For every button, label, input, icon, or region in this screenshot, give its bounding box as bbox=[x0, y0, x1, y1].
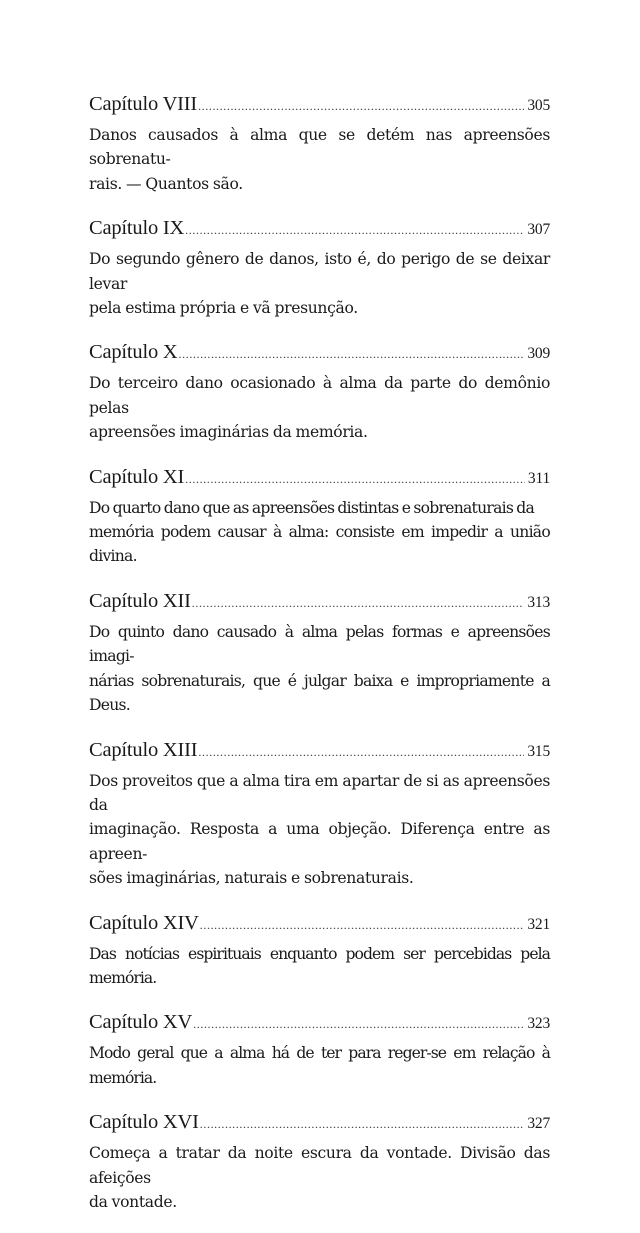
chapter-heading bbox=[89, 464, 550, 492]
toc-entry-chapter-9 bbox=[89, 215, 550, 320]
dot-leader bbox=[198, 93, 524, 119]
chapter-title: Capítulo XII bbox=[89, 589, 191, 612]
chapter-description bbox=[89, 769, 550, 891]
description-line: Danos causados à alma que se detém nas apreensões sobrenatu- bbox=[89, 126, 550, 169]
description-line: pela estima própria e vã presunção. bbox=[89, 299, 358, 318]
chapter-title: Capítulo X bbox=[89, 341, 178, 364]
toc-entry-chapter-10 bbox=[89, 339, 550, 444]
description-line: nárias sobrenaturais, que é julgar baixa e impropriamente a Deus. bbox=[89, 671, 550, 715]
chapter-title: Capítulo VIII bbox=[89, 93, 198, 115]
dot-leader bbox=[200, 1111, 525, 1137]
description-line: apreensões imaginárias da memória. bbox=[89, 423, 368, 442]
dot-leader bbox=[192, 590, 525, 616]
description-line: rais. — Quantos são. bbox=[89, 174, 243, 193]
description-line: Do segundo gênero de danos, isto é, do perigo de se deixar levar bbox=[89, 250, 550, 293]
page-number: 327 bbox=[527, 1115, 550, 1133]
dot-leader bbox=[198, 739, 524, 765]
description-line: memória podem causar à alma: consiste em impedir a união divina. bbox=[89, 523, 550, 566]
dot-leader bbox=[200, 912, 525, 938]
toc-entry-chapter-11 bbox=[89, 464, 550, 569]
page-number: 313 bbox=[527, 593, 550, 611]
page-number: 315 bbox=[527, 742, 550, 760]
chapter-title: Capítulo IX bbox=[89, 217, 185, 240]
page-number: 307 bbox=[527, 221, 550, 239]
chapter-description bbox=[89, 371, 550, 444]
page-number: 305 bbox=[527, 97, 550, 114]
chapter-description bbox=[89, 942, 550, 991]
chapter-heading bbox=[89, 215, 550, 243]
chapter-title: Capítulo XIV bbox=[89, 911, 199, 934]
table-of-contents bbox=[89, 91, 550, 1233]
chapter-heading bbox=[89, 91, 550, 119]
chapter-description bbox=[89, 247, 550, 320]
description-line: Do quarto dano que as apreensões distintas e sobrenaturais da bbox=[89, 498, 535, 517]
toc-entry-chapter-12 bbox=[89, 588, 550, 718]
description-line: Dos proveitos que a alma tira em apartar de si as apreensões da bbox=[89, 771, 550, 814]
toc-entry-chapter-16 bbox=[89, 1109, 550, 1214]
dot-leader bbox=[185, 217, 524, 243]
chapter-description bbox=[89, 620, 550, 718]
toc-entry-chapter-15 bbox=[89, 1009, 550, 1090]
chapter-heading bbox=[89, 339, 550, 367]
toc-entry-chapter-14 bbox=[89, 910, 550, 991]
dot-leader bbox=[179, 341, 525, 367]
toc-entry-chapter-8 bbox=[89, 91, 550, 196]
description-line: Começa a tratar da noite escura da vontade. Divisão das afeições bbox=[89, 1144, 550, 1187]
dot-leader bbox=[185, 466, 525, 492]
chapter-title: Capítulo XV bbox=[89, 1011, 193, 1034]
description-line: imaginação. Resposta a uma objeção. Diferença entre as apreen- bbox=[89, 820, 550, 863]
chapter-title: Capítulo XI bbox=[89, 465, 185, 488]
page-number: 311 bbox=[527, 469, 550, 487]
description-line: Do terceiro dano ocasionado à alma da parte do demônio pelas bbox=[89, 374, 550, 417]
description-line: Das notícias espirituais enquanto podem ser percebidas pela memória. bbox=[89, 944, 550, 987]
page-number: 309 bbox=[527, 345, 550, 363]
chapter-description bbox=[89, 1041, 550, 1090]
chapter-heading bbox=[89, 1109, 550, 1137]
chapter-heading bbox=[89, 1009, 550, 1037]
chapter-description bbox=[89, 123, 550, 196]
description-line: Modo geral que a alma há de ter para reger-se em relação à memória. bbox=[89, 1044, 550, 1087]
chapter-heading bbox=[89, 737, 550, 765]
chapter-description bbox=[89, 496, 550, 569]
page-number: 323 bbox=[527, 1015, 550, 1033]
chapter-heading bbox=[89, 910, 550, 938]
chapter-title: Capítulo XIII bbox=[89, 738, 198, 761]
toc-entry-chapter-13 bbox=[89, 737, 550, 891]
description-line: Do quinto dano causado à alma pelas formas e apreensões imagi- bbox=[89, 622, 550, 666]
description-line: da vontade. bbox=[89, 1192, 177, 1211]
description-line: sões imaginárias, naturais e sobrenaturais. bbox=[89, 869, 414, 888]
chapter-description bbox=[89, 1141, 550, 1214]
dot-leader bbox=[193, 1011, 524, 1037]
chapter-heading bbox=[89, 588, 550, 616]
chapter-title: Capítulo XVI bbox=[89, 1111, 199, 1134]
page-number: 321 bbox=[527, 915, 550, 933]
